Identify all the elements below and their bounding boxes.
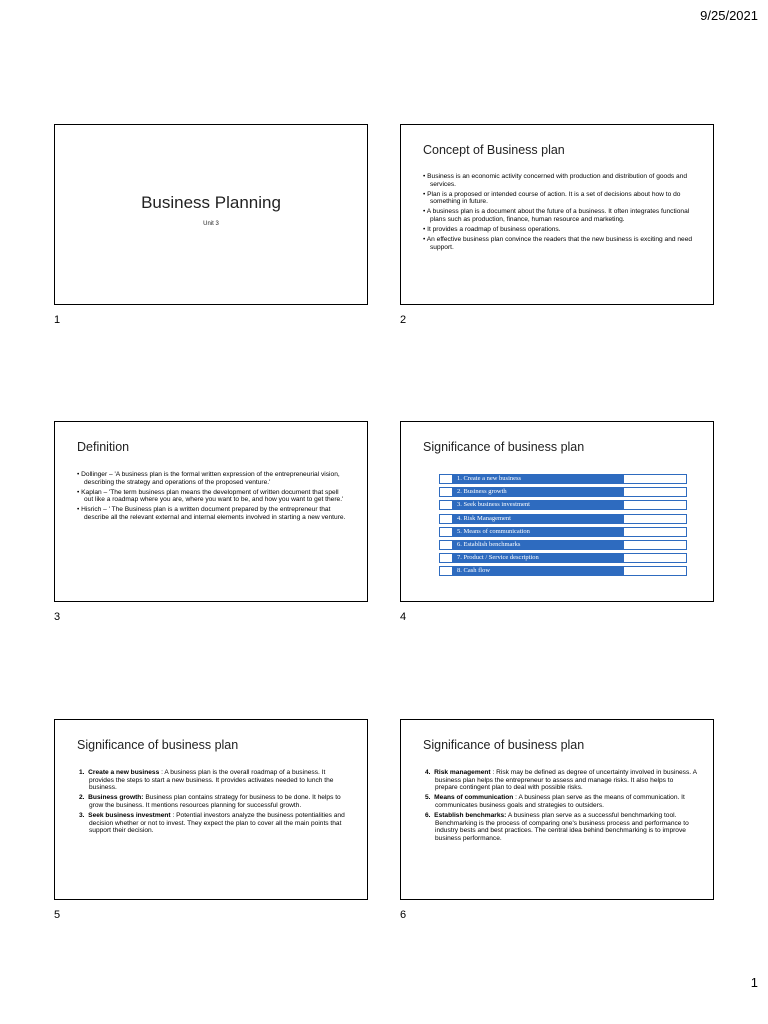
page-number: 1 bbox=[750, 975, 758, 990]
print-date: 9/25/2021 bbox=[700, 8, 758, 23]
item-heading: Risk management bbox=[434, 769, 491, 776]
bullet-item: • It provides a roadmap of business operations. bbox=[423, 226, 695, 234]
list-item-label: 5. Means of communication bbox=[452, 527, 624, 537]
numbered-item bbox=[425, 794, 697, 809]
item-text: A business plan is the overall roadmap of a business. It provides the steps to start a new business. It provides activates needed to lunch the business. bbox=[89, 769, 334, 792]
bullet-item: • Kaplan – 'The term business plan means the development of written document that spell out like a roadmap where you are, where you want to be, and how you want to get there.' bbox=[77, 489, 349, 504]
item-number: 6. bbox=[425, 811, 431, 819]
item-separator: : bbox=[490, 769, 497, 776]
item-number: 4. bbox=[425, 769, 431, 776]
bullet-item: • Business is an economic activity concerned with production and distribution of goods and services. bbox=[423, 173, 695, 188]
numbered-item bbox=[79, 812, 351, 835]
slide-6 bbox=[400, 719, 714, 900]
slide-6-numbered-list bbox=[425, 769, 697, 845]
slide-1-number: 1 bbox=[54, 314, 61, 326]
item-separator: : bbox=[513, 794, 519, 802]
significance-list bbox=[439, 474, 687, 580]
item-separator: : bbox=[170, 811, 177, 819]
slide-5-number: 5 bbox=[54, 909, 61, 921]
bullet-item: • Dollinger – 'A business plan is the formal written expression of the entrepreneurial vision, describing the strategy and operations of the proposed venture.' bbox=[77, 471, 349, 486]
slide-6-number: 6 bbox=[400, 909, 407, 921]
slide-1 bbox=[54, 124, 368, 305]
slide-2-bullets bbox=[423, 173, 695, 254]
slide-3-number: 3 bbox=[54, 611, 61, 623]
list-item bbox=[439, 514, 687, 524]
list-item-label: 8. Cash flow bbox=[452, 566, 624, 576]
slide-4-title: Significance of business plan bbox=[423, 440, 585, 454]
item-number: 2. bbox=[79, 794, 85, 802]
list-item-label: 6. Establish benchmarks bbox=[452, 540, 624, 550]
item-heading: Establish benchmarks: bbox=[434, 811, 507, 819]
numbered-item bbox=[425, 812, 697, 842]
item-text: Potential investors analyze the business potentialities and decision whether or not to invest. They expect the plan to cover all the main points that support their decision. bbox=[89, 811, 345, 835]
slide-5-title: Significance of business plan bbox=[77, 738, 239, 752]
item-number: 1. bbox=[79, 769, 85, 776]
item-number: 5. bbox=[425, 794, 431, 802]
item-heading: Business growth: bbox=[88, 794, 144, 802]
slide-2 bbox=[400, 124, 714, 305]
item-heading: Create a new business bbox=[88, 769, 160, 776]
numbered-item bbox=[79, 794, 351, 809]
item-number: 3. bbox=[79, 811, 85, 819]
list-item bbox=[439, 487, 687, 497]
item-text: A business plan serve as the means of communication. It communicates business goals and strategies to outsiders. bbox=[435, 794, 685, 809]
list-item bbox=[439, 566, 687, 576]
slide-4 bbox=[400, 421, 714, 602]
list-item-label: 7. Product / Service description bbox=[452, 553, 624, 563]
slide-3-title: Definition bbox=[77, 440, 130, 454]
list-item bbox=[439, 540, 687, 550]
item-text: Risk may be defined as degree of uncertainty involved in business. A business plan helps the entrepreneur to assess and manage risks. It also helps to prepare contingent plan to deal with possible risks. bbox=[435, 769, 697, 792]
bullet-item: • An effective business plan convince the readers that the new business is exciting and need support. bbox=[423, 236, 695, 251]
slide-1-subtitle: Unit 3 bbox=[203, 221, 219, 227]
slide-2-number: 2 bbox=[400, 314, 407, 326]
slide-3-bullets bbox=[77, 471, 349, 524]
slide-1-title: Business Planning bbox=[141, 193, 281, 212]
list-item bbox=[439, 553, 687, 563]
item-heading: Seek business investment bbox=[88, 811, 171, 819]
item-heading: Means of communication bbox=[434, 794, 514, 802]
numbered-item bbox=[79, 769, 351, 792]
slide-6-title: Significance of business plan bbox=[423, 738, 585, 752]
slide-5-numbered-list bbox=[79, 769, 351, 837]
item-text: A business plan serve as a successful benchmarking tool. Benchmarking is the process of comparing one's business process and performance to industry bests and best practices. The central idea behind benchmarking is to improve business performance. bbox=[435, 811, 689, 842]
slide-5 bbox=[54, 719, 368, 900]
slide-2-title: Concept of Business plan bbox=[423, 143, 565, 157]
slide-3 bbox=[54, 421, 368, 602]
list-item-label: 4. Risk Management bbox=[452, 514, 624, 524]
slide-4-number: 4 bbox=[400, 611, 407, 623]
list-item-label: 3. Seek business investment bbox=[452, 500, 624, 510]
item-separator: : bbox=[159, 769, 165, 776]
numbered-item bbox=[425, 769, 697, 792]
list-item bbox=[439, 500, 687, 510]
item-text: Business plan contains strategy for business to be done. It helps to grow the business. It mentions resources planning for successful growth. bbox=[89, 794, 341, 809]
bullet-item: • Plan is a proposed or intended course of action. It is a set of decisions about how to do something in future. bbox=[423, 191, 695, 206]
list-item bbox=[439, 474, 687, 484]
list-item bbox=[439, 527, 687, 537]
bullet-item: • Hisrich – ' The Business plan is a written document prepared by the entrepreneur that describe all the relevant external and internal elements involved in starting a new venture. bbox=[77, 506, 349, 521]
list-item-label: 2. Business growth bbox=[452, 487, 624, 497]
bullet-item: • A business plan is a document about the future of a business. It often integrates functional plans such as production, finance, human resource and marketing. bbox=[423, 208, 695, 223]
list-item-label: 1. Create a new business bbox=[452, 474, 624, 484]
